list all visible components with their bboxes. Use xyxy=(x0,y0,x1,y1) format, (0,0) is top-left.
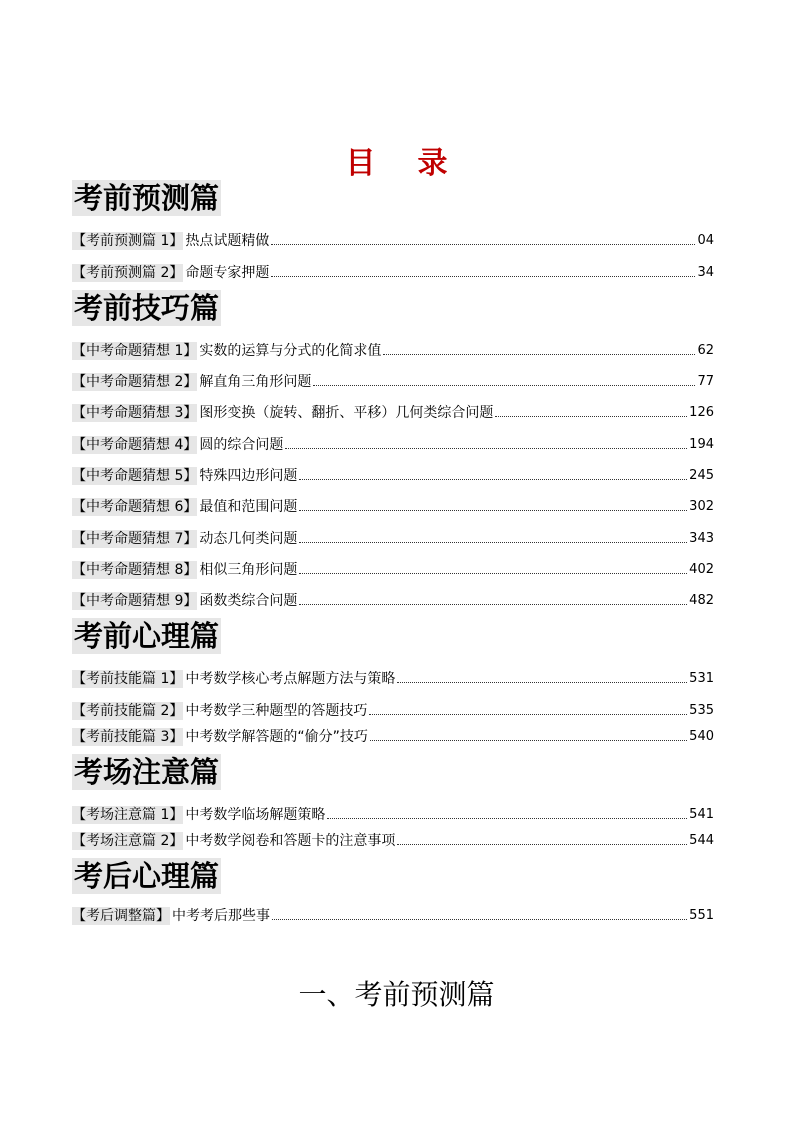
entry-page: 482 xyxy=(689,593,714,608)
dot-leader xyxy=(397,682,687,683)
section-heading: 考前技巧篇 xyxy=(74,291,220,325)
section-heading: 考前预测篇 xyxy=(74,181,220,215)
entry-page: 541 xyxy=(689,807,714,822)
toc-title-right: 录 xyxy=(417,146,448,181)
entry-text: 中考考后那些事 xyxy=(172,908,270,924)
dot-leader xyxy=(313,385,695,386)
toc-entry[interactable] xyxy=(72,726,714,746)
toc-entry[interactable] xyxy=(72,402,714,422)
entry-text: 实数的运算与分式的化简求值 xyxy=(199,343,382,359)
entry-tag: 【中考命题猜想 1】 xyxy=(72,343,198,359)
entry-page: 62 xyxy=(697,343,714,358)
entry-tag: 【考前预测篇 2】 xyxy=(72,265,184,281)
entry-page: 540 xyxy=(689,729,714,744)
chapter-heading: 一、考前预测篇 xyxy=(298,978,495,1011)
entry-text: 动态几何类问题 xyxy=(199,531,298,547)
entry-text: 中考数学阅卷和答题卡的注意事项 xyxy=(185,833,396,849)
dot-leader xyxy=(285,448,687,449)
entry-tag: 【中考命题猜想 5】 xyxy=(72,468,198,484)
toc-entry[interactable] xyxy=(72,465,714,485)
toc-entry[interactable] xyxy=(72,371,714,391)
toc-entry[interactable] xyxy=(72,668,714,688)
entry-page: 302 xyxy=(689,499,714,514)
entry-text: 中考数学临场解题策略 xyxy=(185,807,326,823)
toc-entry[interactable] xyxy=(72,905,714,925)
entry-tag: 【中考命题猜想 4】 xyxy=(72,437,198,453)
dot-leader xyxy=(299,479,687,480)
entry-text: 函数类综合问题 xyxy=(199,593,298,609)
entry-page: 402 xyxy=(689,562,714,577)
dot-leader xyxy=(299,510,687,511)
entry-page: 77 xyxy=(697,374,714,389)
entry-page: 04 xyxy=(697,233,714,248)
toc-entry[interactable] xyxy=(72,700,714,720)
entry-tag: 【考前技能篇 1】 xyxy=(72,671,184,687)
entry-tag: 【中考命题猜想 2】 xyxy=(72,374,198,390)
toc-entry[interactable] xyxy=(72,559,714,579)
dot-leader xyxy=(271,244,695,245)
entry-tag: 【考场注意篇 2】 xyxy=(72,833,184,849)
toc-entry[interactable] xyxy=(72,262,714,282)
entry-page: 194 xyxy=(689,437,714,452)
entry-text: 圆的综合问题 xyxy=(199,437,284,453)
toc-title xyxy=(0,138,793,182)
dot-leader xyxy=(271,276,695,277)
entry-page: 531 xyxy=(689,671,714,686)
entry-tag: 【中考命题猜想 9】 xyxy=(72,593,198,609)
toc-entry[interactable] xyxy=(72,434,714,454)
entry-page: 551 xyxy=(689,908,714,923)
entry-text: 中考数学核心考点解题方法与策略 xyxy=(185,671,396,687)
entry-page: 343 xyxy=(689,531,714,546)
toc-title-left: 目 xyxy=(345,146,376,181)
entry-tag: 【中考命题猜想 3】 xyxy=(72,405,198,421)
entry-tag: 【考前技能篇 3】 xyxy=(72,729,184,745)
entry-text: 最值和范围问题 xyxy=(199,499,298,515)
entry-tag: 【中考命题猜想 7】 xyxy=(72,531,198,547)
dot-leader xyxy=(327,818,687,819)
entry-text: 图形变换（旋转、翻折、平移）几何类综合问题 xyxy=(199,405,494,421)
entry-tag: 【中考命题猜想 8】 xyxy=(72,562,198,578)
entry-text: 相似三角形问题 xyxy=(199,562,298,578)
entry-page: 34 xyxy=(697,265,714,280)
section-heading: 考后心理篇 xyxy=(74,859,220,893)
entry-text: 解直角三角形问题 xyxy=(199,374,312,390)
dot-leader xyxy=(370,740,687,741)
dot-leader xyxy=(383,354,695,355)
entry-tag: 【中考命题猜想 6】 xyxy=(72,499,198,515)
entry-page: 245 xyxy=(689,468,714,483)
entry-tag: 【考前技能篇 2】 xyxy=(72,703,184,719)
entry-tag: 【考场注意篇 1】 xyxy=(72,807,184,823)
entry-tag: 【考后调整篇】 xyxy=(72,908,170,924)
dot-leader xyxy=(299,604,687,605)
toc-entry[interactable] xyxy=(72,528,714,548)
toc-entry[interactable] xyxy=(72,496,714,516)
entry-text: 中考数学三种题型的答题技巧 xyxy=(185,703,368,719)
entry-page: 126 xyxy=(689,405,714,420)
entry-text: 特殊四边形问题 xyxy=(199,468,298,484)
entry-tag: 【考前预测篇 1】 xyxy=(72,233,184,249)
toc-entry[interactable] xyxy=(72,804,714,824)
section-heading: 考场注意篇 xyxy=(74,755,220,789)
entry-page: 544 xyxy=(689,833,714,848)
entry-text: 热点试题精做 xyxy=(185,233,270,249)
entry-text: 命题专家押题 xyxy=(185,265,270,281)
entry-page: 535 xyxy=(689,703,714,718)
entry-text: 中考数学解答题的“偷分”技巧 xyxy=(185,729,368,745)
dot-leader xyxy=(272,919,687,920)
toc-entry[interactable] xyxy=(72,830,714,850)
dot-leader xyxy=(369,714,687,715)
section-heading: 考前心理篇 xyxy=(74,619,220,653)
dot-leader xyxy=(299,573,687,574)
dot-leader xyxy=(495,416,687,417)
dot-leader xyxy=(397,844,687,845)
dot-leader xyxy=(299,542,687,543)
toc-entry[interactable] xyxy=(72,590,714,610)
toc-entry[interactable] xyxy=(72,230,714,250)
toc-entry[interactable] xyxy=(72,340,714,360)
